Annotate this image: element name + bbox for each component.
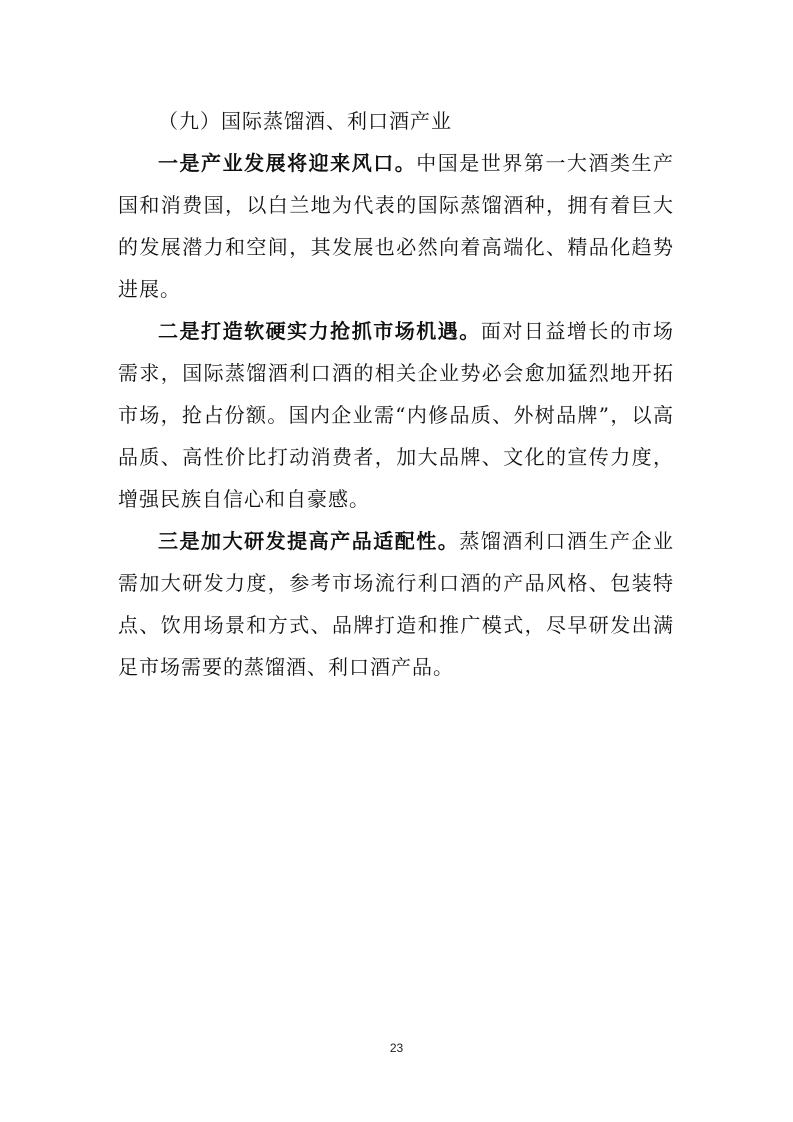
paragraph-3-body: 蒸馏酒利口酒生产企业需加大研发力度，参考市场流行利口酒的产品风格、包装特点、饮用场景和方式、品牌打造和推广模式，尽早研发出满足市场需要的蒸馏酒、利口酒产品。 [118, 529, 675, 679]
paragraph-1 [118, 142, 674, 310]
section-heading: （九）国际蒸馏酒、利口酒产业 [158, 109, 452, 133]
paragraph-2 [118, 310, 674, 520]
paragraph-3 [118, 520, 674, 688]
body-text [118, 100, 674, 688]
paragraph-2-lead: 二是打造软硬实力抢抓市场机遇。 [158, 319, 481, 343]
paragraph-2-body: 面对日益增长的市场需求，国际蒸馏酒利口酒的相关企业势必会愈加猛烈地开拓市场，抢占份额。国内企业需“内修品质、外树品牌”，以高品质、高性价比打动消费者，加大品牌、文化的宣传力度，增强民族自信心和自豪感。 [118, 319, 675, 511]
paragraph-1-lead: 一是产业发展将迎来风口。 [158, 151, 417, 175]
paragraph-3-lead: 三是加大研发提高产品适配性。 [158, 529, 460, 553]
page-number: 23 [389, 1041, 404, 1055]
paragraph-1-body: 中国是世界第一大酒类生产国和消费国，以白兰地为代表的国际蒸馏酒种，拥有着巨大的发展潜力和空间，其发展也必然向着高端化、精品化趋势进展。 [118, 151, 675, 301]
